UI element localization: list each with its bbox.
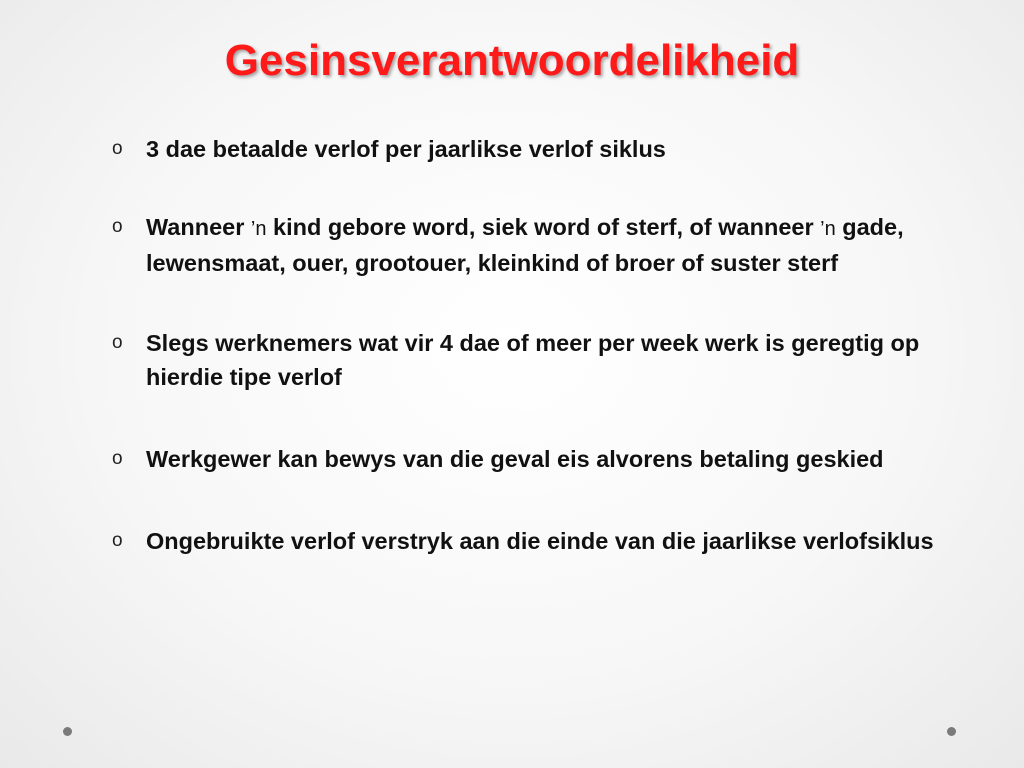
bullet-marker-icon: o <box>112 448 123 469</box>
bullet-item-1 <box>112 132 962 166</box>
bullet-marker-icon: o <box>112 332 123 353</box>
bullet-text: Werkgewer kan bewys van die geval eis alvorens betaling geskied <box>146 446 884 472</box>
bullet-item-3 <box>112 326 962 394</box>
bullet-article-1: ’n <box>250 218 267 240</box>
slide-title: Gesinsverantwoordelikheid <box>224 36 800 85</box>
bullet-text: Slegs werknemers wat vir 4 dae of meer per week werk is geregtig op hierdie tipe verlof <box>146 330 920 390</box>
bullet-article-2: ’n <box>820 218 836 240</box>
bullet-text-part-1: Wanneer <box>146 214 251 240</box>
bullet-marker-icon: o <box>112 530 123 551</box>
bullet-item-5 <box>112 524 962 558</box>
bullet-text-part-3: gade, lewensmaat, ouer, grootouer, kleinkind of broer of suster sterf <box>146 214 904 276</box>
bullet-marker-icon: o <box>112 138 123 159</box>
bullet-list <box>112 132 962 558</box>
corner-dot-right <box>947 727 956 736</box>
bullet-text: 3 dae betaalde verlof per jaarlikse verlof siklus <box>146 136 666 162</box>
bullet-marker-icon: o <box>112 216 123 237</box>
bullet-text-part-2: kind gebore word, siek word of sterf, of wanneer <box>266 214 821 240</box>
bullet-text: Ongebruikte verlof verstryk aan die einde van die jaarlikse verlofsiklus <box>146 528 934 554</box>
corner-dot-left <box>63 727 72 736</box>
bullet-item-4 <box>112 442 962 476</box>
bullet-item-2 <box>112 210 962 280</box>
